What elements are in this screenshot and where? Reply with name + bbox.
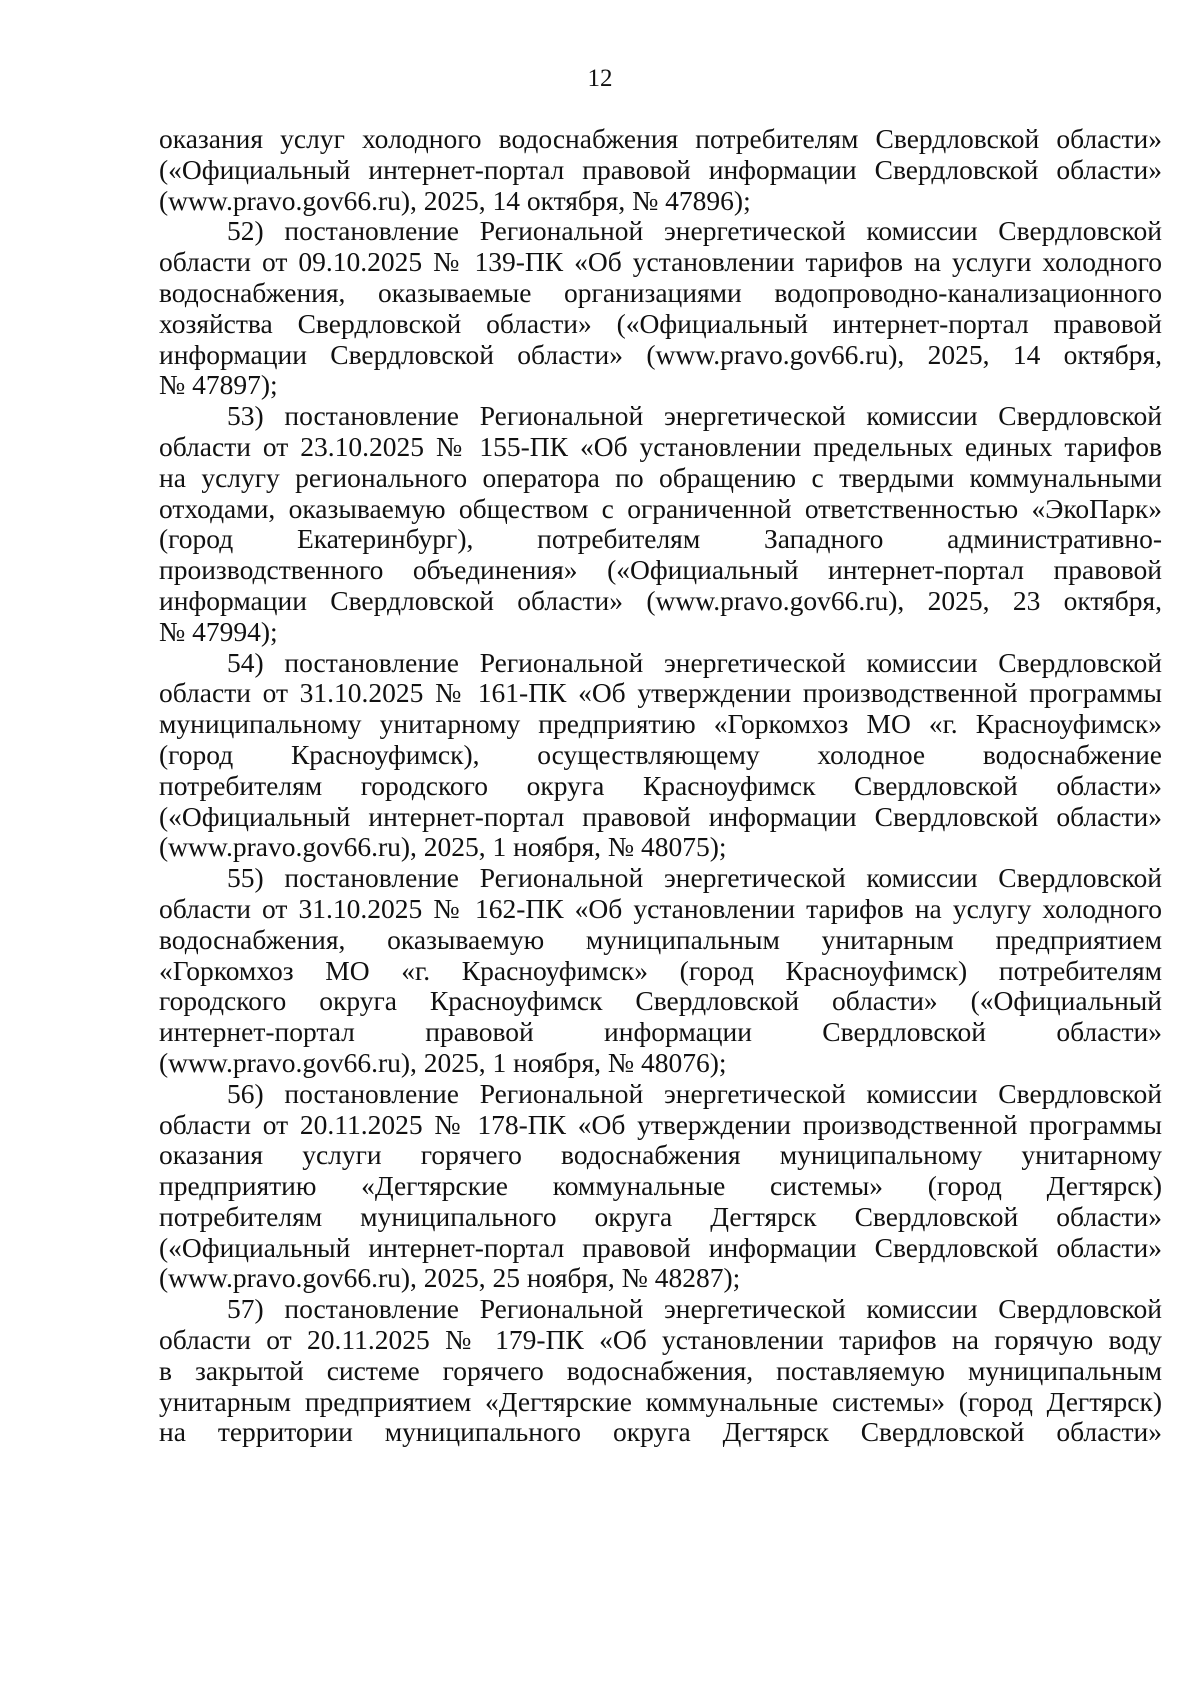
text-line: области от 23.10.2025 № 155-ПК «Об установлении предельных единых тарифов	[159, 430, 1162, 462]
text-line: на территории муниципального округа Дегтярск Свердловской области»	[159, 1416, 1162, 1448]
text-line: области от 20.11.2025 № 178-ПК «Об утверждении производственной программы	[159, 1108, 1162, 1140]
text-line: 55) постановление Региональной энергетической комиссии Свердловской	[227, 862, 1162, 894]
text-line: 56) постановление Региональной энергетической комиссии Свердловской	[227, 1077, 1162, 1109]
text-line: в закрытой системе горячего водоснабжения, поставляемую муниципальным	[159, 1354, 1162, 1386]
text-line: информации Свердловской области» (www.pravo.gov66.ru), 2025, 23 октября,	[159, 584, 1162, 616]
text-line: 57) постановление Региональной энергетической комиссии Свердловской	[227, 1293, 1162, 1325]
text-line: производственного объединения» («Официальный интернет-портал правовой	[159, 554, 1162, 586]
page-number: 12	[587, 65, 613, 92]
text-line: (www.pravo.gov66.ru), 2025, 1 ноября, № 48075);	[159, 831, 727, 863]
text-line: информации Свердловской области» (www.pravo.gov66.ru), 2025, 14 октября,	[159, 338, 1162, 370]
text-line: (www.pravo.gov66.ru), 2025, 25 ноября, № 48287);	[159, 1262, 741, 1294]
text-line: унитарным предприятием «Дегтярские коммунальные системы» (город Дегтярск)	[159, 1385, 1162, 1417]
text-line: 52) постановление Региональной энергетической комиссии Свердловской	[227, 215, 1162, 247]
text-line: 54) постановление Региональной энергетической комиссии Свердловской	[227, 646, 1162, 678]
text-line: области от 31.10.2025 № 162-ПК «Об установлении тарифов на услугу холодного	[159, 892, 1162, 924]
text-line: потребителям городского округа Красноуфимск Свердловской области»	[159, 769, 1162, 801]
text-line: предприятию «Дегтярские коммунальные системы» (город Дегтярск)	[159, 1170, 1162, 1202]
text-line: муниципальному унитарному предприятию «Горкомхоз МО «г. Красноуфимск»	[159, 708, 1162, 740]
text-line: потребителям муниципального округа Дегтярск Свердловской области»	[159, 1200, 1162, 1232]
text-line: № 47994);	[159, 615, 278, 647]
text-line: оказания услуги горячего водоснабжения муниципальному унитарному	[159, 1139, 1162, 1171]
text-line: «Горкомхоз МО «г. Красноуфимск» (город Красноуфимск) потребителям	[159, 954, 1162, 986]
text-line: («Официальный интернет-портал правовой информации Свердловской области»	[159, 1231, 1162, 1263]
text-line: (город Екатеринбург), потребителям Западного административно-	[159, 523, 1162, 555]
text-line: области от 09.10.2025 № 139-ПК «Об установлении тарифов на услуги холодного	[159, 246, 1162, 278]
document-body	[159, 124, 1162, 1448]
text-line: городского округа Красноуфимск Свердловской области» («Официальный	[159, 985, 1162, 1017]
text-line: оказания услуг холодного водоснабжения потребителям Свердловской области»	[159, 123, 1162, 154]
text-line: области от 20.11.2025 № 179-ПК «Об установлении тарифов на горячую воду	[159, 1324, 1162, 1356]
text-line: («Официальный интернет-портал правовой информации Свердловской области»	[159, 800, 1162, 832]
text-line: (www.pravo.gov66.ru), 2025, 1 ноября, № 48076);	[159, 1046, 727, 1078]
text-line: отходами, оказываемую обществом с ограниченной ответственностью «ЭкоПарк»	[159, 492, 1162, 524]
text-line: (www.pravo.gov66.ru), 2025, 14 октября, № 47896);	[159, 184, 751, 216]
text-line: 53) постановление Региональной энергетической комиссии Свердловской	[227, 400, 1162, 432]
text-line: водоснабжения, оказываемую муниципальным унитарным предприятием	[159, 923, 1162, 955]
text-line: № 47897);	[159, 369, 278, 401]
text-line: (город Красноуфимск), осуществляющему холодное водоснабжение	[159, 738, 1162, 770]
text-line: водоснабжения, оказываемые организациями водопроводно-канализационного	[159, 276, 1162, 308]
text-line: на услугу регионального оператора по обращению с твердыми коммунальными	[159, 461, 1162, 493]
text-line: области от 31.10.2025 № 161-ПК «Об утверждении производственной программы	[159, 677, 1162, 709]
text-line: («Официальный интернет-портал правовой информации Свердловской области»	[159, 153, 1162, 185]
text-line: интернет-портал правовой информации Свердловской области»	[159, 1016, 1162, 1048]
text-line: хозяйства Свердловской области» («Официальный интернет-портал правовой	[159, 307, 1162, 339]
